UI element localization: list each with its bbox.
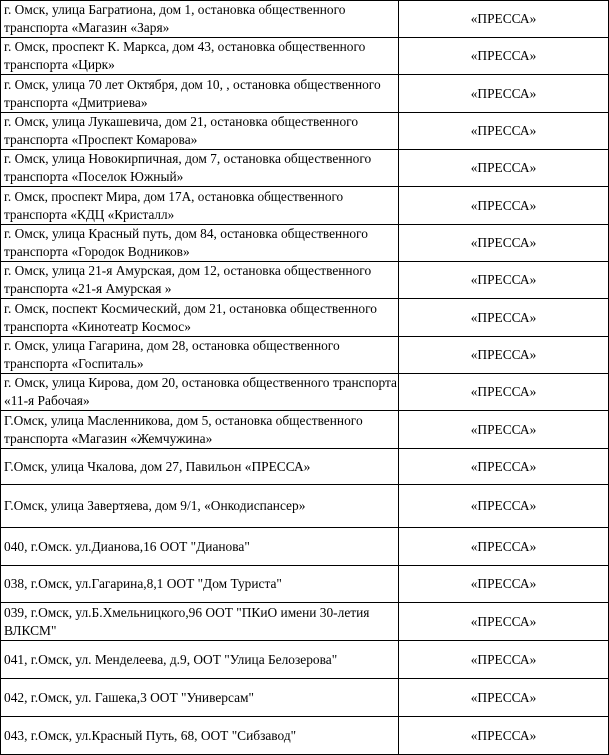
table-row [1, 337, 609, 374]
address-cell: г. Омск, улица 21-я Амурская, дом 12, остановка общественного транспорта «21-я Амурская » [1, 262, 399, 299]
address-cell: 041, г.Омск, ул. Менделеева, д.9, ООТ "Улица Белозерова" [1, 641, 399, 679]
table-row [1, 225, 609, 262]
organization-cell: «ПРЕССА» [399, 75, 609, 113]
table-row [1, 528, 609, 566]
address-cell: г. Омск, поспект Космический, дом 21, остановка общественного транспорта «Кинотеатр Космос» [1, 299, 399, 337]
organization-cell: «ПРЕССА» [399, 113, 609, 150]
table-row [1, 717, 609, 755]
address-cell: г. Омск, улица 70 лет Октября, дом 10, , остановка общественного транспорта «Дмитриева» [1, 75, 399, 113]
address-cell: 042, г.Омск, ул. Гашека,3 ООТ "Универсам" [1, 679, 399, 717]
address-cell: 040, г.Омск. ул.Дианова,16 ООТ "Дианова" [1, 528, 399, 566]
organization-cell: «ПРЕССА» [399, 1, 609, 38]
organization-cell: «ПРЕССА» [399, 449, 609, 485]
address-cell: г. Омск, улица Гагарина, дом 28, остановка общественного транспорта «Госпиталь» [1, 337, 399, 374]
organization-cell: «ПРЕССА» [399, 679, 609, 717]
organization-cell: «ПРЕССА» [399, 262, 609, 299]
table-row [1, 299, 609, 337]
table-row [1, 679, 609, 717]
address-cell: г. Омск, улица Лукашевича, дом 21, остановка общественного транспорта «Проспект Комарова» [1, 113, 399, 150]
address-cell: 038, г.Омск, ул.Гагарина,8,1 ООТ "Дом Туриста" [1, 566, 399, 603]
organization-cell: «ПРЕССА» [399, 187, 609, 225]
organization-cell: «ПРЕССА» [399, 641, 609, 679]
address-cell: 043, г.Омск, ул.Красный Путь, 68, ООТ "Сибзавод" [1, 717, 399, 755]
table-row [1, 449, 609, 485]
table-row [1, 75, 609, 113]
table-row [1, 641, 609, 679]
address-cell: г. Омск, улица Кирова, дом 20, остановка общественного транспорта «11-я Рабочая» [1, 374, 399, 411]
address-cell: 039, г.Омск, ул.Б.Хмельницкого,96 ООТ "ПКиО имени 30-летия ВЛКСМ" [1, 603, 399, 641]
table-row [1, 485, 609, 528]
table-row [1, 566, 609, 603]
table-row [1, 603, 609, 641]
organization-cell: «ПРЕССА» [399, 150, 609, 187]
table-row [1, 411, 609, 449]
table-row [1, 374, 609, 411]
address-cell: Г.Омск, улица Чкалова, дом 27, Павильон «ПРЕССА» [1, 449, 399, 485]
address-cell: г. Омск, проспект К. Маркса, дом 43, остановка общественного транспорта «Цирк» [1, 38, 399, 75]
organization-cell: «ПРЕССА» [399, 603, 609, 641]
organization-cell: «ПРЕССА» [399, 374, 609, 411]
organization-cell: «ПРЕССА» [399, 225, 609, 262]
organization-cell: «ПРЕССА» [399, 337, 609, 374]
table-row [1, 187, 609, 225]
organization-cell: «ПРЕССА» [399, 485, 609, 528]
address-cell: г. Омск, улица Красный путь, дом 84, остановка общественного транспорта «Городок Водников» [1, 225, 399, 262]
table-row [1, 150, 609, 187]
address-cell: Г.Омск, улица Завертяева, дом 9/1, «Онкодиспансер» [1, 485, 399, 528]
address-cell: г. Омск, улица Багратиона, дом 1, остановка общественного транспорта «Магазин «Заря» [1, 1, 399, 38]
table-row [1, 38, 609, 75]
organization-cell: «ПРЕССА» [399, 38, 609, 75]
address-cell: Г.Омск, улица Масленникова, дом 5, остановка общественного транспорта «Магазин «Жемчужина» [1, 411, 399, 449]
organization-cell: «ПРЕССА» [399, 299, 609, 337]
organization-cell: «ПРЕССА» [399, 411, 609, 449]
table-row [1, 262, 609, 299]
organization-cell: «ПРЕССА» [399, 528, 609, 566]
table-row [1, 1, 609, 38]
address-cell: г. Омск, проспект Мира, дом 17А, остановка общественного транспорта «КДЦ «Кристалл» [1, 187, 399, 225]
table-row [1, 113, 609, 150]
address-cell: г. Омск, улица Новокирпичная, дом 7, остановка общественного транспорта «Поселок Южный» [1, 150, 399, 187]
organization-cell: «ПРЕССА» [399, 566, 609, 603]
organization-cell: «ПРЕССА» [399, 717, 609, 755]
